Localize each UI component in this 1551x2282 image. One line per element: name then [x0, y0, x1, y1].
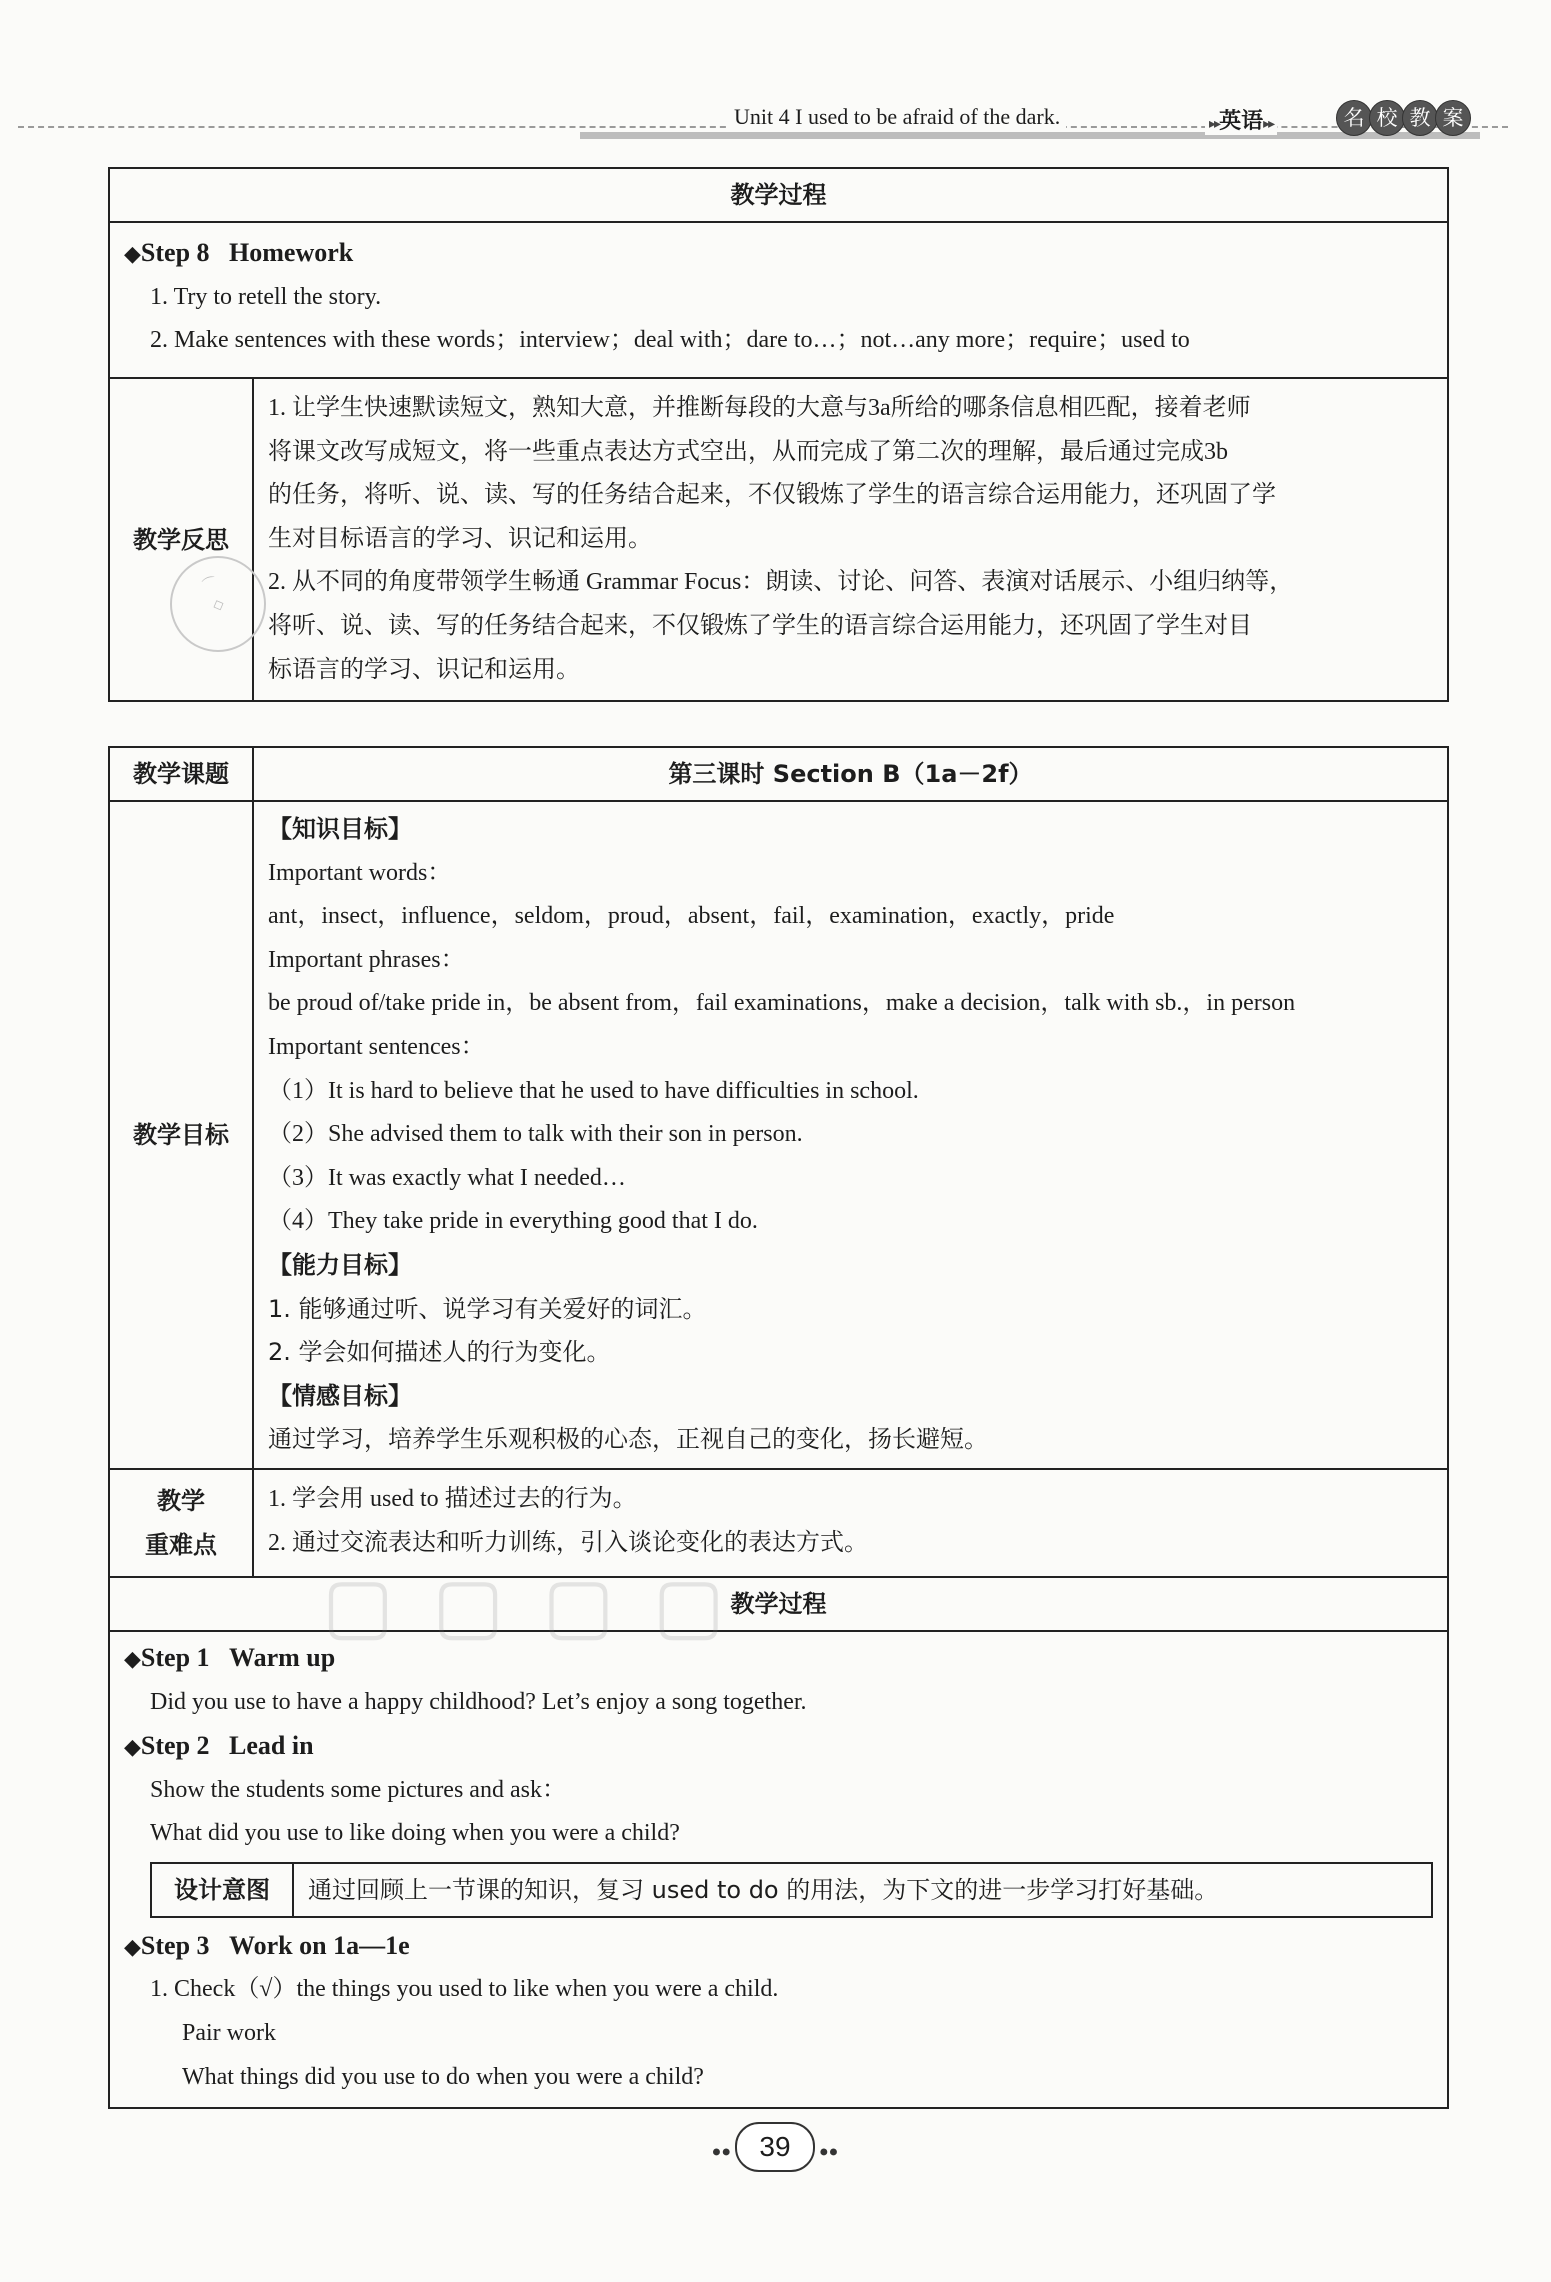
- brand-char: 教: [1402, 100, 1438, 136]
- homework-stamp-icon: ⌒ ◇: [156, 542, 281, 667]
- ability-item: 2. 学会如何描述人的行为变化。: [268, 1338, 611, 1367]
- page-header: [0, 96, 1551, 146]
- watermark-shape: ▢ ▢ ▢ ▢: [322, 1560, 731, 1649]
- knowledge-heading: 【知识目标】: [268, 815, 412, 843]
- step3-line: 1. Check（√）the things you used to like when you were a child.: [150, 1976, 779, 2003]
- process-steps: [109, 1631, 1448, 2108]
- brand-char: 名: [1336, 100, 1372, 136]
- step8-item: 2. Make sentences with these words；interview；deal with；dare to…；not…any more；require；used to: [150, 327, 1190, 354]
- ability-item: 1. 能够通过听、说学习有关爱好的词汇。: [268, 1294, 707, 1323]
- subject-label: [1205, 104, 1277, 135]
- teaching-process-table-1: [108, 167, 1449, 702]
- page-number: [700, 2122, 850, 2172]
- step8-item: 1. Try to retell the story.: [150, 283, 382, 310]
- emotion-heading: 【情感目标】: [268, 1381, 412, 1410]
- sentence-item: （1）It is hard to believe that he used to have difficulties in school.: [268, 1077, 919, 1104]
- brand-char: 案: [1435, 100, 1471, 136]
- sentence-item: （3）It was exactly what I needed…: [268, 1164, 626, 1191]
- reflection-content: [253, 378, 1448, 701]
- step2-line: What did you use to like doing when you were a child?: [150, 1820, 680, 1847]
- reflection-line: 的任务，将听、说、读、写的任务结合起来，不仅锻炼了学生的语言综合运用能力，还巩固了学: [268, 482, 1276, 509]
- key-point: 1. 学会用 used to 描述过去的行为。: [268, 1485, 637, 1512]
- brand-logo: [1336, 100, 1468, 134]
- topic-title: 第三课时 Section B（1a－2f）: [253, 747, 1448, 801]
- phrases-label: Important phrases：: [268, 946, 465, 973]
- phrases-list: be proud of/take pride in，be absent from，fail examinations，make a decision，talk with sb.，in person: [268, 990, 1296, 1017]
- dots-icon: ●●: [819, 2143, 839, 2161]
- lesson-plan-table-2: [108, 746, 1449, 2109]
- step1-heading: ◆Step 1 Warm up: [124, 1642, 336, 1672]
- topic-label: 教学课题: [109, 747, 253, 801]
- process-title: 教学过程: [109, 1577, 1448, 1631]
- unit-title: Unit 4 I used to be afraid of the dark.: [728, 104, 1066, 130]
- words-label: Important words：: [268, 859, 452, 886]
- ability-heading: 【能力目标】: [268, 1250, 412, 1279]
- step8-heading: ◆Step 8 Homework: [124, 238, 354, 267]
- words-list: ant，insect，influence，seldom，proud，absent，fail，examination，exactly，pride: [268, 903, 1115, 930]
- diamond-icon: ◆: [124, 1734, 141, 1760]
- key-label-line: 重难点: [145, 1530, 217, 1559]
- step3-heading: ◆Step 3 Work on 1a—1e: [124, 1930, 410, 1960]
- reflection-line: 标语言的学习、识记和运用。: [268, 656, 580, 683]
- reflection-line: 将课文改写成短文，将一些重点表达方式空出，从而完成了第二次的理解，最后通过完成3b: [268, 438, 1228, 465]
- design-intent-box: [150, 1862, 1433, 1918]
- reflection-line: 生对目标语言的学习、识记和运用。: [268, 525, 652, 552]
- page-number-text: 39: [735, 2122, 815, 2172]
- key-point: 2. 通过交流表达和听力训练，引入谈论变化的表达方式。: [268, 1529, 868, 1556]
- goals-content: [253, 801, 1448, 1469]
- reflection-label: 教学反思: [109, 378, 253, 701]
- design-intent-label: 设计意图: [152, 1864, 294, 1916]
- arrow-icon: ▸▸: [1263, 116, 1274, 132]
- dots-icon: ●●: [711, 2143, 731, 2161]
- subject-text: 英语: [1219, 109, 1264, 134]
- reflection-line: 1. 让学生快速默读短文，熟知大意，并推断每段的大意与3a所给的哪条信息相匹配，接着老师: [268, 395, 1251, 421]
- design-intent-text: 通过回顾上一节课的知识，复习 used to do 的用法，为下文的进一步学习打好基础。: [308, 1875, 1219, 1904]
- step2-heading: ◆Step 2 Lead in: [124, 1731, 314, 1761]
- key-points-label: [109, 1469, 253, 1577]
- key-label-line: 教学: [157, 1486, 205, 1515]
- brand-char: 校: [1369, 100, 1405, 136]
- step2-line: Show the students some pictures and ask：: [150, 1776, 566, 1803]
- sentence-item: （4）They take pride in everything good that I do.: [268, 1208, 758, 1235]
- sentence-item: （2）She advised them to talk with their son in person.: [268, 1121, 803, 1148]
- step8-section: [109, 222, 1448, 378]
- diamond-icon: ◆: [124, 241, 141, 266]
- reflection-line: 2. 从不同的角度带领学生畅通 Grammar Focus：朗读、讨论、问答、表演对话展示、小组归纳等，: [268, 569, 1294, 596]
- arrow-icon: ▸▸: [1209, 116, 1220, 132]
- diamond-icon: ◆: [124, 1933, 141, 1959]
- reflection-line: 将听、说、读、写的任务结合起来，不仅锻炼了学生的语言综合运用能力，还巩固了学生对目: [268, 612, 1252, 639]
- sentences-label: Important sentences：: [268, 1033, 485, 1060]
- goals-label: 教学目标: [109, 801, 253, 1469]
- step1-text: Did you use to have a happy childhood? Let’s enjoy a song together.: [150, 1688, 807, 1715]
- emotion-text: 通过学习，培养学生乐观积极的心态，正视自己的变化，扬长避短。: [268, 1425, 988, 1454]
- step3-line: What things did you use to do when you were a child?: [182, 2063, 704, 2090]
- step3-line: Pair work: [182, 2020, 276, 2047]
- process-title: 教学过程: [109, 168, 1448, 222]
- diamond-icon: ◆: [124, 1645, 141, 1671]
